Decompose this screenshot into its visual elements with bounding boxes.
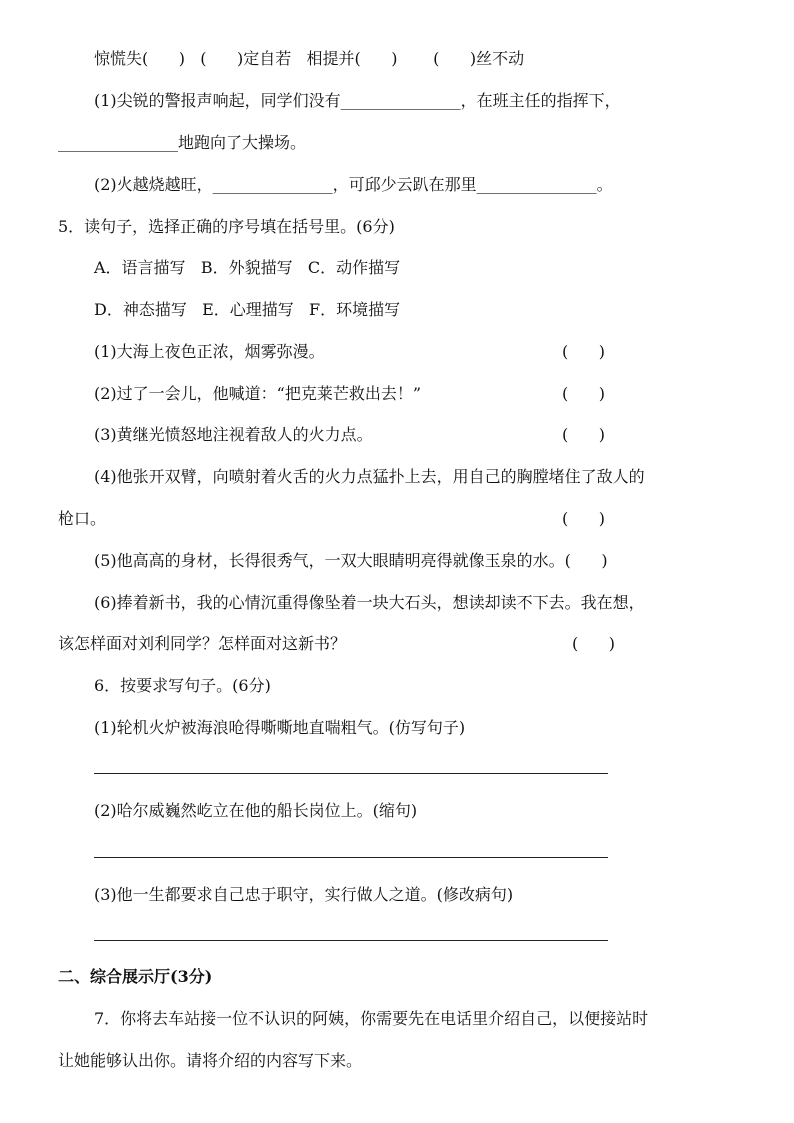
q5-item1-answer: ( ) [562,342,605,361]
q5-item1: (1)大海上夜色正浓，烟雾弥漫。 [94,342,325,361]
q5-item4-line1: (4)他张开双臂，向喷射着火舌的火力点猛扑上去，用自己的胸膛堵住了敌人的 [94,467,645,486]
q5-item2: (2)过了一会儿，他喊道：“把克莱芒救出去！” [94,384,422,403]
q6-item1-answer-line [94,773,608,774]
q5-item3: (3)黄继光愤怒地注视着敌人的火力点。 [94,425,373,444]
q7-line2: 让她能够认出你。请将介绍的内容写下来。 [58,1051,363,1070]
idiom-fill-line: 惊慌失( ) ( )定自若 相提并( ) ( )丝不动 [94,49,525,68]
q5-options-row1: A．语言描写 B．外貌描写 C．动作描写 [94,258,401,277]
q6-item3-answer-line [94,940,608,941]
section2-title: 二、综合展示厅(3分) [58,967,213,986]
q4-item1-line1: (1)尖锐的警报声响起，同学们没有_______________，在班主任的指挥下， [94,91,621,110]
q5-item4-line2: 枪口。 [58,509,107,528]
q5-options-row2: D．神态描写 E．心理描写 F．环境描写 [94,300,401,319]
q5-item6-line1: (6)捧着新书，我的心情沉重得像坠着一块大石头，想读却读不下去。我在想， [94,593,645,612]
q5-item2-answer: ( ) [562,384,605,403]
q6-item3: (3)他一生都要求自己忠于职守，实行做人之道。(修改病句) [94,885,514,904]
q5-item5: (5)他高高的身材，长得很秀气，一双大眼睛明亮得就像玉泉的水。( ) [94,551,608,570]
q6-title: 6．按要求写句子。(6分) [94,676,271,695]
q5-item3-answer: ( ) [562,425,605,444]
q5-item6-line2: 该怎样面对刘利同学？怎样面对这新书？ [58,634,347,653]
q4-item1-line2: _______________地跑向了大操场。 [58,133,307,152]
q6-item2: (2)哈尔威巍然屹立在他的船长岗位上。(缩句) [94,801,418,820]
q7-line1: 7．你将去车站接一位不认识的阿姨，你需要先在电话里介绍自己，以便接站时 [94,1009,649,1028]
q5-item6-answer: ( ) [572,634,615,653]
q6-item1: (1)轮机火炉被海浪呛得嘶嘶地直喘粗气。(仿写句子) [94,718,466,737]
q5-item4-answer: ( ) [562,509,605,528]
q6-item2-answer-line [94,857,608,858]
q5-title: 5．读句子，选择正确的序号填在括号里。(6分) [58,217,395,236]
q4-item2: (2)火越烧越旺，_______________，可邱少云趴在那里_______________。 [94,175,613,194]
